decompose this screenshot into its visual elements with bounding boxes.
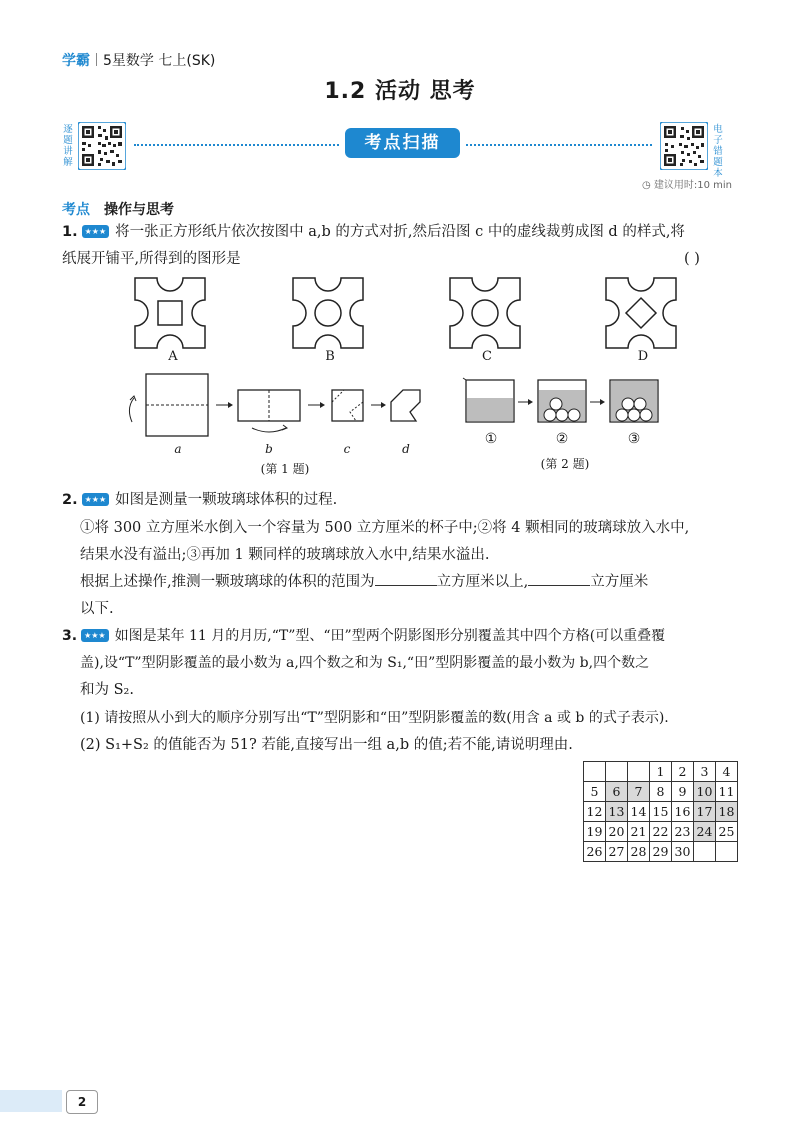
calendar-cell: 12 [584, 802, 606, 822]
question-3-line-2: 盖),设“T”型阴影覆盖的最小数为 a,四个数之和为 S₁,“田”型阴影覆盖的最小数为 b,四个数之 [80, 655, 650, 671]
folding-figure [120, 372, 430, 442]
step-label-1: ① [484, 431, 498, 447]
question-3-part-2: (2) S₁+S₂ 的值能否为 51? 若能,直接写出一组 a,b 的值;若不能,请说明理由. [80, 737, 573, 753]
calendar-cell: 1 [650, 762, 672, 782]
difficulty-badge: ★★★ [82, 493, 110, 506]
page-number: 2 [66, 1090, 98, 1114]
question-text: 将一张正方形纸片依次按图中 a,b 的方式对折,然后沿图 c 中的虚线裁剪成图 d 的样式,将 [115, 224, 685, 240]
calendar-cell: 5 [584, 782, 606, 802]
question-3-line-3: 和为 S₂. [80, 682, 134, 698]
calendar-grid [583, 761, 738, 862]
option-d-shape[interactable] [606, 278, 676, 348]
calendar-row [584, 822, 738, 842]
calendar-cell: 3 [694, 762, 716, 782]
calendar-cell: 21 [628, 822, 650, 842]
question-text: 立方厘米 [590, 574, 649, 590]
calendar-row [584, 762, 738, 782]
calendar-cell [628, 762, 650, 782]
option-c-shape[interactable] [450, 278, 520, 348]
calendar-cell: 23 [672, 822, 694, 842]
calendar-cell: 18 [716, 802, 738, 822]
calendar-cell: 15 [650, 802, 672, 822]
book-title: 5星数学 七上(SK) [103, 53, 216, 69]
question-number: 1. [62, 224, 78, 240]
left-qr-label: 逐题讲解 [63, 124, 73, 168]
beaker-2 [538, 380, 586, 422]
answer-blank-1[interactable] [375, 571, 437, 586]
time-text: 建议用时:10 min [653, 180, 732, 191]
calendar-cell [716, 842, 738, 862]
calendar-cell: 20 [606, 822, 628, 842]
question-2-line-3: 结果水没有溢出;③再加 1 颗同样的玻璃球放入水中,结果水溢出. [80, 547, 490, 563]
calendar-cell: 10 [694, 782, 716, 802]
difficulty-badge: ★★★ [81, 629, 109, 642]
dotted-line-right [466, 144, 652, 146]
calendar-cell: 13 [606, 802, 628, 822]
calendar-cell: 2 [672, 762, 694, 782]
question-2-line-2: ①将 300 立方厘米水倒入一个容量为 500 立方厘米的杯子中;②将 4 颗相同的玻璃球放入水中, [80, 520, 690, 536]
calendar-cell: 11 [716, 782, 738, 802]
calendar-cell: 22 [650, 822, 672, 842]
question-number: 3. [62, 628, 78, 644]
dotted-line-left [134, 144, 339, 146]
calendar-cell: 25 [716, 822, 738, 842]
page-tab [0, 1090, 62, 1112]
calendar-cell: 9 [672, 782, 694, 802]
question-3-part-1: (1) 请按照从小到大的顺序分别写出“T”型阴影和“田”型阴影覆盖的数(用含 a 或 b 的式子表示). [80, 710, 669, 726]
suggested-time [642, 176, 732, 191]
scan-bar [63, 122, 723, 179]
question-2-line-1 [62, 487, 337, 514]
question-3-line-1 [62, 623, 665, 650]
calendar-cell: 30 [672, 842, 694, 862]
calendar-cell: 29 [650, 842, 672, 862]
figure-label-c: c [343, 442, 351, 456]
option-a-shape[interactable] [135, 278, 205, 348]
section-heading [62, 199, 174, 219]
calendar-cell: 24 [694, 822, 716, 842]
option-b-shape[interactable] [293, 278, 363, 348]
calendar-cell: 16 [672, 802, 694, 822]
option-a-label: A [168, 349, 178, 364]
calendar-row [584, 802, 738, 822]
section-banner: 考点扫描 [345, 128, 460, 158]
figure-label-b: b [265, 442, 273, 456]
option-b-label: B [325, 349, 335, 364]
qr-code-icon[interactable] [660, 122, 708, 170]
question-text: 根据上述操作,推测一颗玻璃球的体积的范围为 [80, 574, 375, 590]
book-header [62, 50, 215, 70]
calendar-cell: 4 [716, 762, 738, 782]
qr-code-icon[interactable] [78, 122, 126, 170]
calendar-row [584, 782, 738, 802]
question-text: 如图是某年 11 月的月历,“T”型、“田”型两个阴影图形分别覆盖其中四个方格(可以重叠覆 [114, 628, 666, 644]
question-2-line-5: 以下. [80, 601, 114, 617]
calendar-cell [694, 842, 716, 862]
calendar-cell: 6 [606, 782, 628, 802]
question-2-line-4 [80, 569, 648, 596]
question-1-line-1 [62, 219, 685, 246]
question-1-options [128, 276, 688, 376]
difficulty-badge: ★★★ [82, 225, 110, 238]
calendar-row [584, 842, 738, 862]
question-text: 如图是测量一颗玻璃球体积的过程. [115, 492, 338, 508]
right-qr-label: 电子错题本 [713, 124, 723, 179]
page-title: 1.2 活动 思考 [324, 79, 476, 104]
figure-2-caption: (第 2 题) [540, 457, 590, 471]
figure-label-a: a [174, 442, 182, 456]
brand-logo: 学霸 [62, 53, 90, 69]
calendar-cell: 26 [584, 842, 606, 862]
figure-label-d: d [402, 442, 410, 456]
calendar-cell: 7 [628, 782, 650, 802]
calendar-cell: 19 [584, 822, 606, 842]
beaker-3 [610, 380, 658, 422]
beaker-figure [462, 376, 662, 436]
question-text: 立方厘米以上, [436, 574, 529, 590]
header-divider [96, 53, 97, 66]
answer-blank-2[interactable] [528, 571, 590, 586]
calendar-cell: 27 [606, 842, 628, 862]
calendar-cell: 14 [628, 802, 650, 822]
calendar-cell: 28 [628, 842, 650, 862]
clock-icon: ◷ [641, 180, 651, 191]
section-tag: 考点 [62, 202, 90, 218]
option-c-label: C [482, 349, 492, 364]
question-number: 2. [62, 492, 78, 508]
question-1-line-2: 纸展开铺平,所得到的图形是 [62, 251, 241, 267]
section-name: 操作与思考 [104, 202, 174, 218]
answer-parentheses[interactable]: ( ) [684, 251, 700, 267]
calendar-cell [606, 762, 628, 782]
beaker-1 [463, 378, 514, 422]
calendar-cell: 17 [694, 802, 716, 822]
calendar-cell: 8 [650, 782, 672, 802]
step-label-3: ③ [627, 431, 641, 447]
step-label-2: ② [555, 431, 569, 447]
calendar-cell [584, 762, 606, 782]
figure-1-caption: (第 1 题) [260, 462, 310, 476]
option-d-label: D [637, 349, 649, 364]
